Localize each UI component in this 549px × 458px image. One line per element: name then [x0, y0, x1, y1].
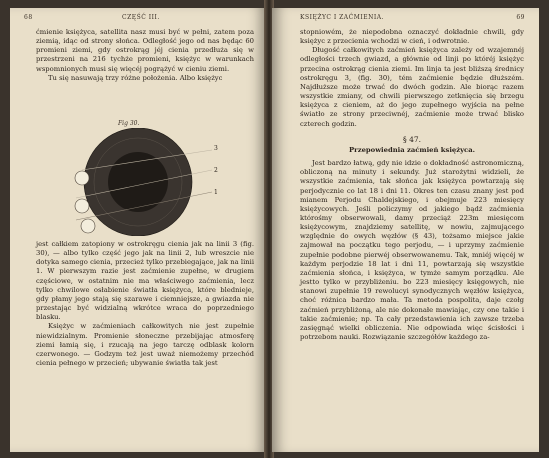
right-para-1: stopniowém, że niepodobna oznaczyć dokładnie chwili, gdy księżyc z przecienia wchodzi w cień, i odwrotnie.	[300, 28, 524, 46]
right-para-2: Długość całkowitych zaćmień księżyca zależy od wzajemnéj odległości trzech gwiazd, a głównie od linji po któréj księżyc przecina ostrokrąg cienia ziemi. Im linja ta jest bliższą średnicy ostrokręgu 3, (fig. 30), tém zaćmienie będzie dłuższém. Najdłuższe może trwać do dwóch godzin. Ale biorąc razem wszystkie zmiany, od chwili pierwszego zetknięcia się brzegu księżyca z cieniem, aż do jego zupełnego wyjścia na pełne światło ze strony przeciwnéj, zaćmienie może trwać blisko czterech godzin.	[300, 46, 524, 128]
running-head-left: CZĘŚĆ III.	[122, 14, 160, 21]
left-para-1: ćmienie księżyca, satellita nasz musi być w pełni, zatem poza ziemią, idąc od strony słońca. Odległość jego od nas będąc 60 promieni ziemi, gdy ostrokrąg jéj cienia przedłuża się w przestrzeni na 216 tychże promieni, księżyc w warunkach wspomnionych musi się więcéj pogrążyć w cieniu ziemi.	[36, 28, 254, 73]
fig-label-2: 2	[214, 167, 218, 174]
left-para-2: Tu się nasuwają trzy różne położenia. Albo księżyc	[48, 73, 223, 82]
left-text-top	[36, 28, 254, 83]
moon-position-3	[75, 171, 89, 185]
running-head-right: KSIĘŻYC I ZAĆMIENIA.	[300, 14, 384, 21]
page-number-left: 68	[24, 14, 33, 21]
right-page	[272, 8, 539, 452]
right-text	[300, 28, 524, 342]
right-para-3: Jest bardzo łatwą, gdy nie idzie o dokładność astronomiczną, obliczoną na minuty i sekundy. Już starożytni widzieli, że wszystkie zaćmienia, tak słońca jak księżyca powtarzają się perjodycznie co lat 18 i dni 11. Okres ten czasu znany jest pod mianem Perjodu Chaldejskiego, i obejmuje 223 miesięcy księżycowych. Jeśli policzymy od jakiego bądź zaćmienia którośmy obserwowali, damy przeciąż 223m miesięcom księżycowym, znajdziemy satellitę, w nowiu, zajmującego względnie do owych węzłów (§ 43), tożsamo miejsce jakie zajmował na początku tego perjodu, — i uprzymy zaćmienie zupełnie podobne pierwéj obserwowanemu. Tak, mniéj więcéj w każdym perjodzie 18 lat i dni 11, powtarzają się wszystkie zaćmienia słońca, i księżyca, w tymże samym porządku. Ale jestto tylko w przybliżeniu. bo 223 miesięcy księgowych, nie stanowi zupełnie 19 rewolucyi synodycznych węzłów księżyca, choć różnica bardzo mała. Ta metoda pospolita, daje czołg zaćmień przybliżoną, ale nie dokonałe mawiając, czy one takie i takie zaćmienie; np. Ta cały przedstawienia ich zawsze trzeba zasięgnąć wielki obliczenia. Nie odpowiada więc ścisłości i potrzebom nauki. Rozwiązanie szczegółów każdego za-	[300, 159, 524, 341]
eclipse-figure	[62, 128, 230, 236]
moon-position-1	[81, 219, 95, 233]
left-para-3: jest całkiem zatopiony w ostrokręgu cienia jak na linii 3 (fig. 30), — albo tylko część jego jak na linii 2, lub wreszcie nie dotyka samego cienia, przecież tylko przebiegające, jak na linii 1. W pierwszym razie jest zaćmienie zupełne, w drugiem częściowe, w ostatnim nie ma właściwego zaćmienia, lecz tylko chwilowe osłabienie światła księżyca, które blednieje, gdy płamy jego stają się szarawe i ciemniejsze, a gwiazda nie przestając być widzialną wkrótce wraca do poprzedniego blasku.	[36, 240, 254, 322]
section-title: Przepowiednia zaćmień księżyca.	[349, 145, 475, 154]
fig-label-3: 3	[214, 145, 218, 152]
moon-position-2	[75, 199, 89, 213]
left-page	[10, 8, 266, 452]
left-text-bottom	[36, 240, 254, 368]
figure-caption: Fig 30.	[118, 120, 140, 127]
fig-label-1: 1	[214, 189, 218, 196]
page-number-right: 69	[516, 14, 525, 21]
section-number: § 47.	[402, 134, 422, 144]
left-para-4: Księżyc w zaćmieniach całkowitych nie jest zupełnie niewidzialnym. Promienie słoneczne przebijając atmosferę ziemi łamią się, i rzucają na jego tarczę odblask kolorn czerwonego. — Godzym też jest uważ niemożemy przechód cienia pełnego w przecień; ubywanie światła tak jest	[36, 322, 254, 368]
